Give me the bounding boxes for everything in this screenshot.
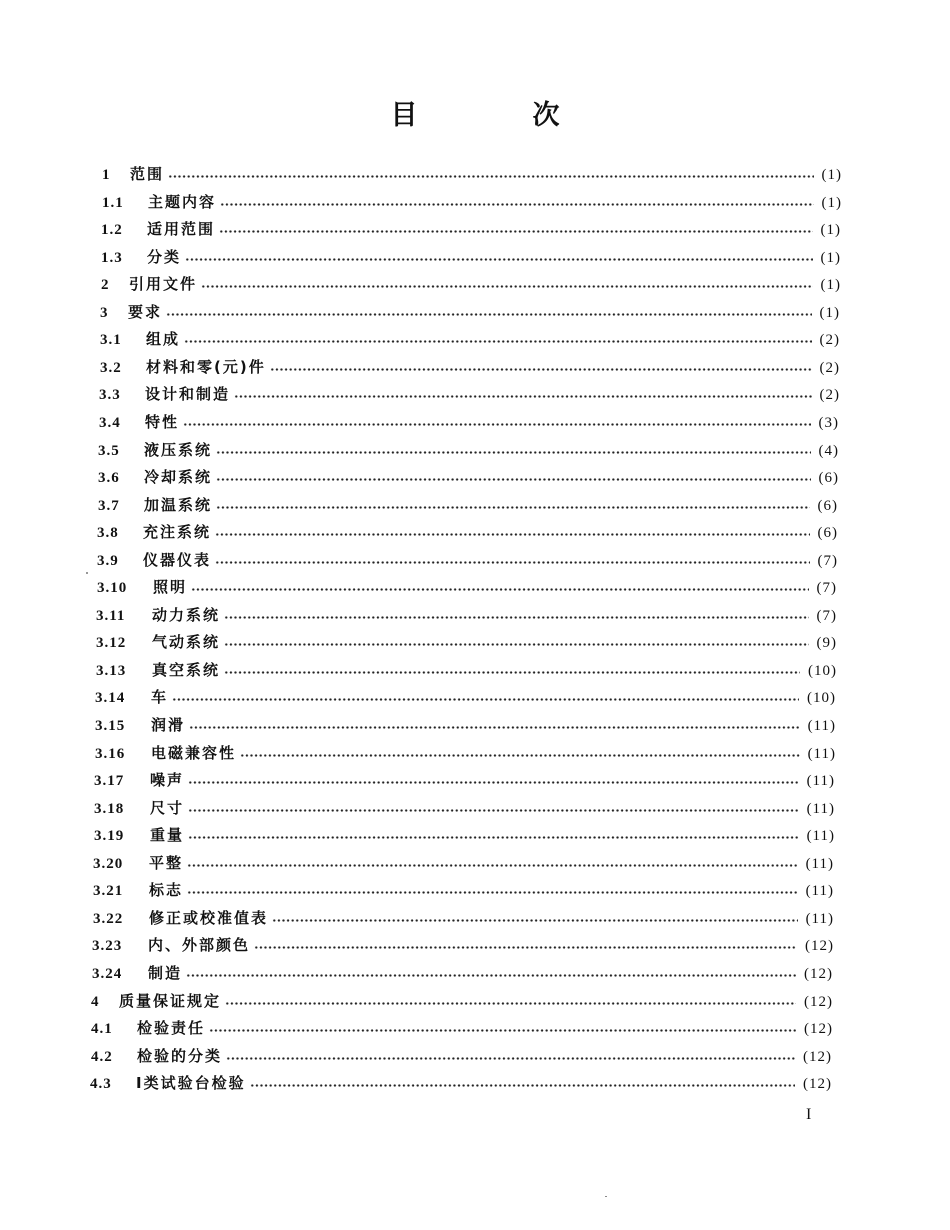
toc-entry[interactable]	[98, 493, 838, 517]
toc-entry[interactable]	[100, 300, 840, 324]
toc-entry-number: 1	[102, 167, 111, 183]
dot-leader	[172, 698, 799, 701]
toc-entry[interactable]	[92, 961, 833, 985]
toc-entry-label: 内、外部颜色	[148, 936, 251, 954]
toc-entry-number: 4.2	[91, 1049, 113, 1065]
toc-entry-label: 材料和零(元)件	[146, 358, 266, 376]
toc-entry[interactable]	[94, 823, 835, 847]
toc-entry-label: 组成	[146, 330, 181, 348]
toc-entry[interactable]	[91, 1044, 832, 1068]
toc-entry-label: 电磁兼容性	[151, 744, 237, 762]
dot-leader	[188, 809, 799, 812]
dot-leader	[188, 836, 799, 839]
toc-entry-page: (7)	[816, 608, 837, 624]
toc-entry-label: 加温系统	[144, 496, 213, 514]
dot-leader	[185, 258, 812, 261]
dot-leader	[201, 285, 812, 288]
toc-entry-number: 1.3	[101, 250, 123, 266]
dot-leader	[187, 891, 798, 894]
toc-entry[interactable]	[95, 741, 836, 765]
toc-entry-page: (1)	[820, 250, 841, 266]
toc-entry-page: (12)	[803, 1049, 832, 1065]
toc-entry-number: 3.21	[93, 883, 124, 899]
toc-entry-page: (11)	[807, 746, 836, 762]
toc-entry-page: (1)	[821, 195, 842, 211]
toc-entry[interactable]	[93, 906, 834, 930]
toc-entry-label: 动力系统	[152, 606, 221, 624]
toc-entry-number: 1.2	[101, 222, 123, 238]
dot-leader	[183, 423, 810, 426]
toc-entry-number: 3.12	[96, 635, 127, 651]
toc-entry-label: 检验的分类	[137, 1047, 223, 1065]
dot-leader	[224, 671, 800, 674]
toc-entry-page: (2)	[819, 387, 840, 403]
dot-leader	[187, 864, 798, 867]
toc-entry-label: 平整	[149, 854, 184, 872]
toc-entry[interactable]	[93, 878, 834, 902]
toc-entry-page: (12)	[804, 966, 833, 982]
toc-entry-number: 3.24	[92, 966, 123, 982]
toc-entry[interactable]	[92, 933, 834, 957]
dot-leader	[225, 1002, 796, 1005]
toc-entry-number: 2	[101, 277, 110, 293]
toc-entry-number: 3.11	[96, 608, 126, 624]
toc-entry-page: (7)	[816, 580, 837, 596]
page-number: I	[806, 1106, 812, 1123]
toc-entry-page: (12)	[803, 1076, 832, 1092]
toc-entry-number: 3.2	[100, 360, 122, 376]
toc-entry-page: (12)	[805, 938, 834, 954]
page-title: 目 次	[390, 100, 604, 131]
toc-entry[interactable]	[100, 327, 840, 351]
toc-entry-page: (11)	[806, 828, 835, 844]
dot-leader	[184, 340, 811, 343]
toc-entry-page: (2)	[819, 332, 840, 348]
dot-leader	[224, 643, 808, 646]
toc-entry[interactable]	[100, 355, 840, 379]
toc-entry-number: 3.7	[98, 498, 120, 514]
toc-entry-page: (10)	[807, 690, 836, 706]
toc-entry[interactable]	[95, 685, 836, 709]
toc-entry-number: 4	[91, 994, 100, 1010]
toc-entry[interactable]	[99, 410, 839, 434]
toc-entry-page: (11)	[805, 883, 834, 899]
toc-entry-number: 4.3	[90, 1076, 112, 1092]
toc-entry-label: 冷却系统	[144, 468, 213, 486]
toc-entry-number: 3.1	[100, 332, 122, 348]
toc-entry-label: 充注系统	[143, 523, 212, 541]
dot-leader	[270, 368, 812, 371]
dot-leader	[220, 203, 813, 206]
toc-entry-label: 质量保证规定	[119, 992, 222, 1010]
toc-entry[interactable]	[95, 713, 836, 737]
toc-entry-number: 3.15	[95, 718, 126, 734]
toc-entry-page: (11)	[807, 718, 836, 734]
dot-leader	[215, 561, 809, 564]
toc-entry-label: 重量	[150, 826, 185, 844]
toc-entry-page: (4)	[818, 443, 839, 459]
dot-leader	[189, 726, 800, 729]
dot-leader	[254, 946, 797, 949]
toc-entry-number: 3.6	[98, 470, 120, 486]
toc-entry[interactable]	[91, 1016, 833, 1040]
toc-entry-page: (11)	[806, 773, 835, 789]
toc-entry[interactable]	[94, 768, 835, 792]
toc-entry-page: (6)	[817, 498, 838, 514]
dot-leader	[250, 1084, 795, 1087]
toc-entry-number: 3.22	[93, 911, 124, 927]
toc-entry-number: 1.1	[102, 195, 124, 211]
toc-entry-label: 噪声	[150, 771, 185, 789]
dot-leader	[219, 230, 812, 233]
toc-entry-label: 标志	[149, 881, 184, 899]
toc-entry-label: 特性	[145, 413, 180, 431]
toc-entry-number: 3.13	[96, 663, 127, 679]
toc-entry[interactable]	[96, 630, 837, 654]
toc-entry[interactable]	[102, 162, 842, 186]
toc-entry-number: 3.18	[94, 801, 125, 817]
toc-entry-page: (9)	[816, 635, 837, 651]
toc-entry-label: 照明	[153, 578, 188, 596]
toc-entry-label: 仪器仪表	[143, 551, 212, 569]
dot-leader	[188, 781, 799, 784]
toc-entry[interactable]	[99, 382, 840, 406]
toc-entry-label: 适用范围	[147, 220, 216, 238]
toc-entry[interactable]	[102, 190, 842, 214]
dot-leader	[191, 588, 808, 591]
toc-entry-number: 3.10	[97, 580, 128, 596]
toc-entry-label: 制造	[148, 964, 183, 982]
toc-entry-number: 3.16	[95, 746, 126, 762]
toc-entry-page: (1)	[820, 222, 841, 238]
dot-leader	[215, 533, 809, 536]
toc-entry-page: (12)	[804, 1021, 833, 1037]
toc-entry-page: (3)	[818, 415, 839, 431]
dot-leader	[166, 313, 811, 316]
toc-entry-page: (11)	[806, 801, 835, 817]
toc-entry[interactable]	[93, 851, 834, 875]
toc-entry-label: 分类	[147, 248, 182, 266]
toc-entry-number: 3.17	[94, 773, 125, 789]
toc-entry[interactable]	[97, 548, 838, 572]
dot-leader	[216, 478, 810, 481]
dot-leader	[226, 1057, 795, 1060]
dot-leader	[168, 175, 813, 178]
dot-leader	[224, 616, 808, 619]
dot-leader	[240, 754, 800, 757]
toc-entry[interactable]	[90, 1071, 832, 1095]
scan-speck	[86, 572, 88, 574]
toc-entry-label: 尺寸	[150, 799, 185, 817]
toc-entry-page: (12)	[804, 994, 833, 1010]
toc-entry-page: (1)	[819, 305, 840, 321]
toc-entry[interactable]	[96, 603, 837, 627]
toc-entry[interactable]	[98, 465, 839, 489]
toc-entry-number: 3.14	[95, 690, 126, 706]
dot-leader	[216, 506, 809, 509]
toc-entry-number: 3.19	[94, 828, 125, 844]
toc-entry-number: 3.5	[98, 443, 120, 459]
toc-entry-label: 修正或校准值表	[149, 909, 269, 927]
dot-leader	[272, 919, 798, 922]
toc-entry-number: 3.9	[97, 553, 119, 569]
toc-entry-number: 3	[100, 305, 109, 321]
toc-entry-label: 引用文件	[129, 275, 198, 293]
dot-leader	[234, 395, 811, 398]
toc-entry[interactable]	[94, 796, 835, 820]
toc-entry-page: (6)	[818, 470, 839, 486]
toc-entry[interactable]	[97, 520, 838, 544]
toc-entry[interactable]	[96, 658, 837, 682]
toc-entry-label: 真空系统	[152, 661, 221, 679]
toc-entry-number: 3.8	[97, 525, 119, 541]
dot-leader	[209, 1029, 796, 1032]
toc-entry[interactable]	[98, 438, 839, 462]
toc-entry-label: 主题内容	[148, 193, 217, 211]
toc-entry-page: (1)	[821, 167, 842, 183]
toc-entry-number: 3.23	[92, 938, 123, 954]
toc-entry-page: (6)	[817, 525, 838, 541]
toc-entry-page: (1)	[820, 277, 841, 293]
toc-entry[interactable]	[91, 989, 833, 1013]
toc-entry-page: (7)	[817, 553, 838, 569]
toc-entry-label: 车	[151, 688, 169, 706]
toc-entry[interactable]	[101, 217, 841, 241]
toc-entry-label: 设计和制造	[145, 385, 231, 403]
toc-entry-page: (2)	[819, 360, 840, 376]
toc-entry-label: 要求	[128, 303, 163, 321]
dot-leader	[186, 974, 796, 977]
toc-entry-page: (11)	[805, 856, 834, 872]
toc-entry[interactable]	[101, 245, 841, 269]
toc-entry-label: 范围	[130, 165, 165, 183]
toc-entry-number: 4.1	[91, 1021, 113, 1037]
dot-leader	[216, 451, 810, 454]
toc-entry[interactable]	[101, 272, 841, 296]
toc-entry-number: 3.3	[99, 387, 121, 403]
toc-entry-page: (10)	[808, 663, 837, 679]
toc-entry-label: 气动系统	[152, 633, 221, 651]
toc-entry-label: 润滑	[151, 716, 186, 734]
toc-entry-page: (11)	[805, 911, 834, 927]
toc-entry-label: I类试验台检验	[136, 1074, 246, 1092]
scan-speck	[605, 1196, 607, 1197]
toc-entry-label: 检验责任	[137, 1019, 206, 1037]
toc-entry[interactable]	[97, 575, 837, 599]
toc-entry-label: 液压系统	[144, 441, 213, 459]
toc-entry-number: 3.20	[93, 856, 124, 872]
toc-entry-number: 3.4	[99, 415, 121, 431]
